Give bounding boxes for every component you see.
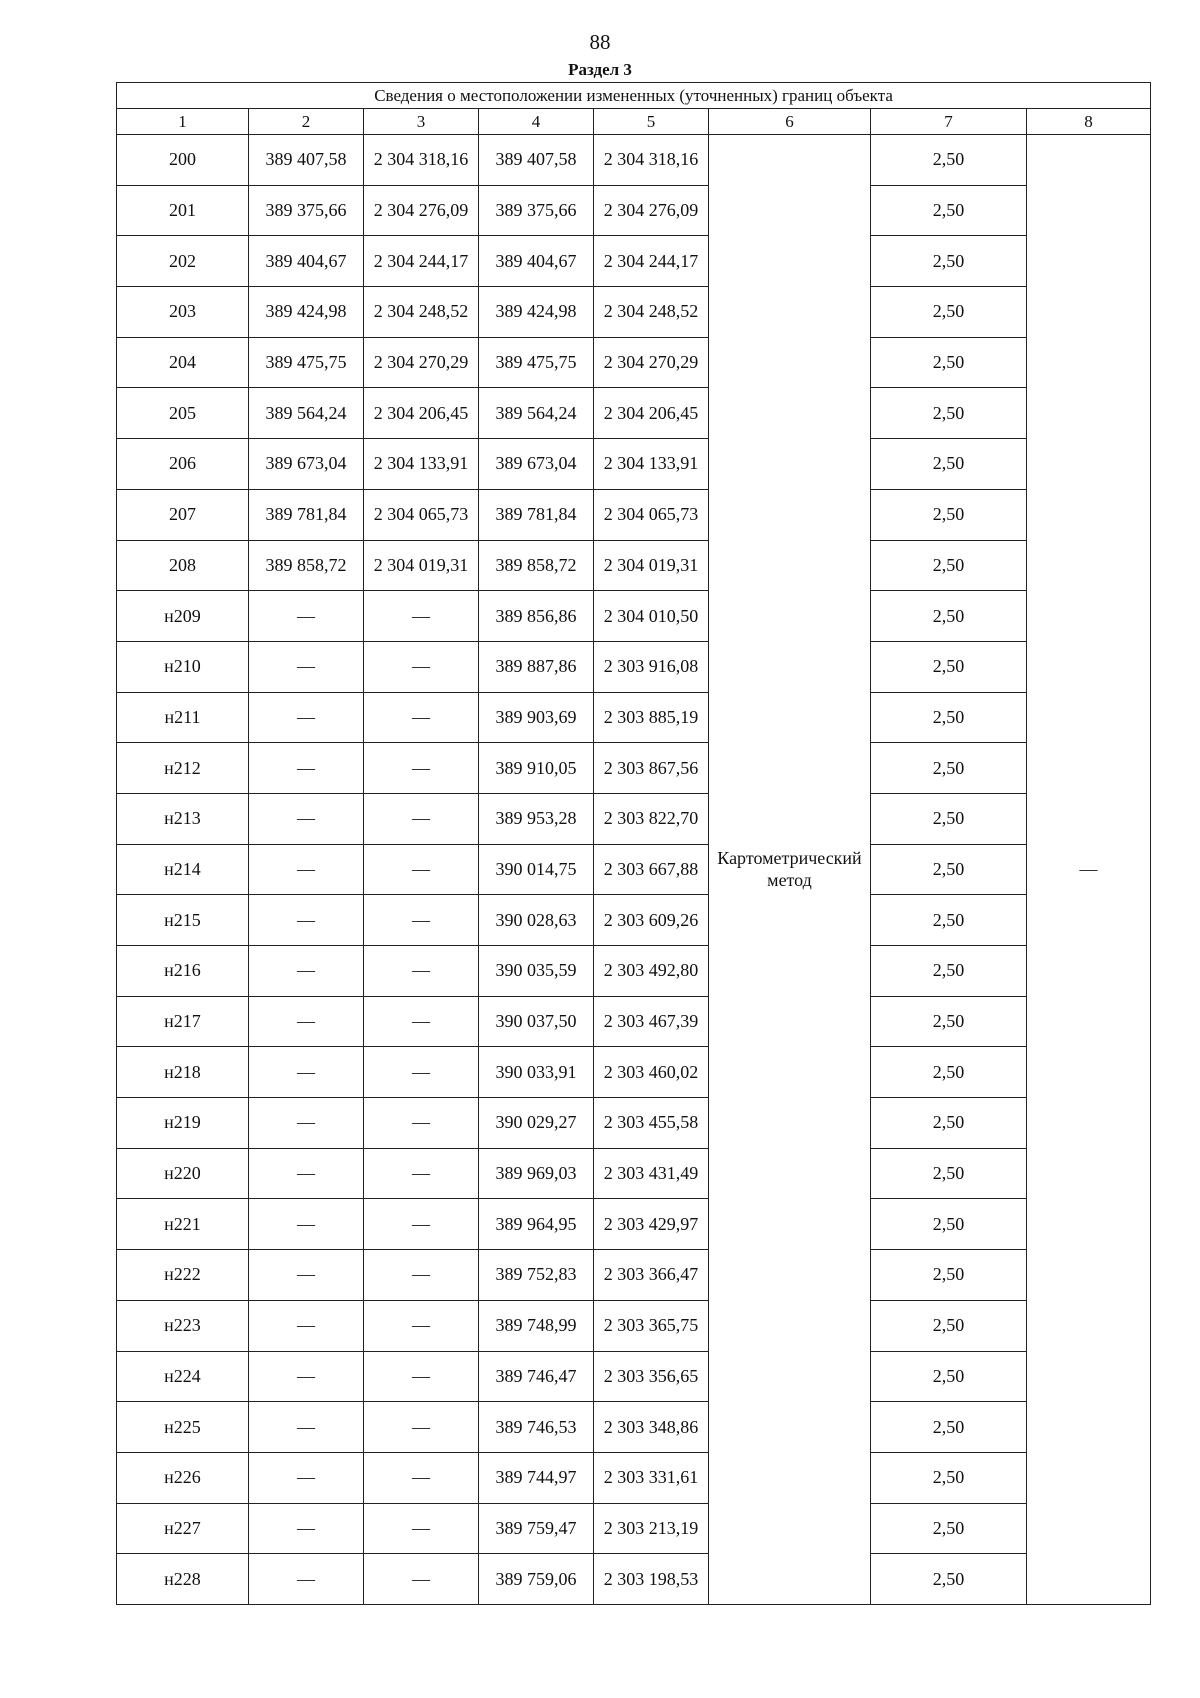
table-row bbox=[117, 1300, 1151, 1351]
accuracy-cell: 2,50 bbox=[871, 185, 1027, 236]
new-x-cell: 389 858,72 bbox=[479, 540, 594, 591]
accuracy-cell: 2,50 bbox=[871, 996, 1027, 1047]
old-y-cell: 2 304 244,17 bbox=[364, 236, 479, 287]
point-number-cell: н227 bbox=[117, 1503, 249, 1554]
old-x-cell: — bbox=[249, 793, 364, 844]
old-y-cell: — bbox=[364, 641, 479, 692]
point-number-cell: н216 bbox=[117, 946, 249, 997]
old-x-cell: — bbox=[249, 844, 364, 895]
column-number-row bbox=[117, 109, 1151, 135]
new-y-cell: 2 304 065,73 bbox=[594, 489, 709, 540]
table-row bbox=[117, 641, 1151, 692]
table-row bbox=[117, 439, 1151, 490]
old-x-cell: — bbox=[249, 591, 364, 642]
boundary-coordinates-table bbox=[116, 82, 1151, 1605]
point-number-cell: н209 bbox=[117, 591, 249, 642]
point-number-cell: н217 bbox=[117, 996, 249, 1047]
new-x-cell: 389 404,67 bbox=[479, 236, 594, 287]
table-row bbox=[117, 692, 1151, 743]
new-x-cell: 389 744,97 bbox=[479, 1452, 594, 1503]
point-number-cell: 200 bbox=[117, 135, 249, 186]
table-row bbox=[117, 236, 1151, 287]
table-row bbox=[117, 1554, 1151, 1605]
new-x-cell: 389 887,86 bbox=[479, 641, 594, 692]
point-number-cell: н226 bbox=[117, 1452, 249, 1503]
column-number: 2 bbox=[249, 109, 364, 135]
new-x-cell: 390 014,75 bbox=[479, 844, 594, 895]
old-x-cell: — bbox=[249, 1402, 364, 1453]
table-row bbox=[117, 489, 1151, 540]
new-x-cell: 389 856,86 bbox=[479, 591, 594, 642]
point-number-cell: н228 bbox=[117, 1554, 249, 1605]
new-x-cell: 390 029,27 bbox=[479, 1098, 594, 1149]
old-y-cell: 2 304 019,31 bbox=[364, 540, 479, 591]
column-number: 6 bbox=[709, 109, 871, 135]
new-x-cell: 390 033,91 bbox=[479, 1047, 594, 1098]
accuracy-cell: 2,50 bbox=[871, 1199, 1027, 1250]
point-number-cell: н223 bbox=[117, 1300, 249, 1351]
new-x-cell: 389 424,98 bbox=[479, 287, 594, 338]
table-row bbox=[117, 996, 1151, 1047]
point-number-cell: н219 bbox=[117, 1098, 249, 1149]
old-x-cell: — bbox=[249, 1199, 364, 1250]
old-x-cell: 389 781,84 bbox=[249, 489, 364, 540]
new-x-cell: 389 564,24 bbox=[479, 388, 594, 439]
new-y-cell: 2 303 366,47 bbox=[594, 1250, 709, 1301]
accuracy-cell: 2,50 bbox=[871, 1098, 1027, 1149]
column-number: 3 bbox=[364, 109, 479, 135]
new-y-cell: 2 304 010,50 bbox=[594, 591, 709, 642]
point-number-cell: 208 bbox=[117, 540, 249, 591]
new-y-cell: 2 303 213,19 bbox=[594, 1503, 709, 1554]
accuracy-cell: 2,50 bbox=[871, 743, 1027, 794]
table-row bbox=[117, 388, 1151, 439]
old-y-cell: — bbox=[364, 1351, 479, 1402]
new-x-cell: 389 475,75 bbox=[479, 337, 594, 388]
old-x-cell: 389 375,66 bbox=[249, 185, 364, 236]
old-y-cell: — bbox=[364, 1199, 479, 1250]
column-number: 4 bbox=[479, 109, 594, 135]
table-row bbox=[117, 1199, 1151, 1250]
old-y-cell: — bbox=[364, 1250, 479, 1301]
accuracy-cell: 2,50 bbox=[871, 591, 1027, 642]
old-y-cell: — bbox=[364, 692, 479, 743]
point-number-cell: н224 bbox=[117, 1351, 249, 1402]
accuracy-cell: 2,50 bbox=[871, 844, 1027, 895]
old-x-cell: — bbox=[249, 1452, 364, 1503]
new-y-cell: 2 303 348,86 bbox=[594, 1402, 709, 1453]
old-y-cell: 2 304 065,73 bbox=[364, 489, 479, 540]
new-y-cell: 2 303 867,56 bbox=[594, 743, 709, 794]
table-row bbox=[117, 1351, 1151, 1402]
accuracy-cell: 2,50 bbox=[871, 692, 1027, 743]
column-number: 1 bbox=[117, 109, 249, 135]
new-y-cell: 2 303 455,58 bbox=[594, 1098, 709, 1149]
new-x-cell: 389 759,06 bbox=[479, 1554, 594, 1605]
old-x-cell: 389 564,24 bbox=[249, 388, 364, 439]
accuracy-cell: 2,50 bbox=[871, 895, 1027, 946]
accuracy-cell: 2,50 bbox=[871, 1351, 1027, 1402]
new-x-cell: 389 375,66 bbox=[479, 185, 594, 236]
old-y-cell: 2 304 206,45 bbox=[364, 388, 479, 439]
table-row bbox=[117, 1047, 1151, 1098]
old-x-cell: 389 673,04 bbox=[249, 439, 364, 490]
accuracy-cell: 2,50 bbox=[871, 236, 1027, 287]
new-x-cell: 389 910,05 bbox=[479, 743, 594, 794]
old-x-cell: — bbox=[249, 1250, 364, 1301]
accuracy-cell: 2,50 bbox=[871, 1554, 1027, 1605]
new-y-cell: 2 304 270,29 bbox=[594, 337, 709, 388]
old-x-cell: — bbox=[249, 1300, 364, 1351]
new-x-cell: 389 407,58 bbox=[479, 135, 594, 186]
new-y-cell: 2 303 822,70 bbox=[594, 793, 709, 844]
new-x-cell: 389 673,04 bbox=[479, 439, 594, 490]
new-x-cell: 389 969,03 bbox=[479, 1148, 594, 1199]
point-number-cell: н214 bbox=[117, 844, 249, 895]
old-y-cell: — bbox=[364, 1503, 479, 1554]
old-x-cell: 389 424,98 bbox=[249, 287, 364, 338]
accuracy-cell: 2,50 bbox=[871, 540, 1027, 591]
accuracy-cell: 2,50 bbox=[871, 1148, 1027, 1199]
new-y-cell: 2 303 467,39 bbox=[594, 996, 709, 1047]
table-row bbox=[117, 185, 1151, 236]
new-y-cell: 2 303 885,19 bbox=[594, 692, 709, 743]
point-number-cell: 205 bbox=[117, 388, 249, 439]
new-x-cell: 389 752,83 bbox=[479, 1250, 594, 1301]
old-x-cell: — bbox=[249, 1554, 364, 1605]
accuracy-cell: 2,50 bbox=[871, 946, 1027, 997]
new-y-cell: 2 304 248,52 bbox=[594, 287, 709, 338]
old-y-cell: — bbox=[364, 591, 479, 642]
accuracy-cell: 2,50 bbox=[871, 489, 1027, 540]
point-number-cell: 202 bbox=[117, 236, 249, 287]
old-y-cell: 2 304 318,16 bbox=[364, 135, 479, 186]
point-number-cell: н215 bbox=[117, 895, 249, 946]
new-y-cell: 2 303 667,88 bbox=[594, 844, 709, 895]
column-number: 8 bbox=[1027, 109, 1151, 135]
new-x-cell: 390 037,50 bbox=[479, 996, 594, 1047]
old-x-cell: — bbox=[249, 895, 364, 946]
accuracy-cell: 2,50 bbox=[871, 1300, 1027, 1351]
accuracy-cell: 2,50 bbox=[871, 1250, 1027, 1301]
old-y-cell: — bbox=[364, 946, 479, 997]
table-row bbox=[117, 1452, 1151, 1503]
old-y-cell: 2 304 270,29 bbox=[364, 337, 479, 388]
new-y-cell: 2 304 019,31 bbox=[594, 540, 709, 591]
old-y-cell: 2 304 133,91 bbox=[364, 439, 479, 490]
new-x-cell: 389 964,95 bbox=[479, 1199, 594, 1250]
point-number-cell: н218 bbox=[117, 1047, 249, 1098]
old-y-cell: — bbox=[364, 1402, 479, 1453]
new-y-cell: 2 303 365,75 bbox=[594, 1300, 709, 1351]
old-x-cell: — bbox=[249, 692, 364, 743]
point-number-cell: 206 bbox=[117, 439, 249, 490]
old-x-cell: — bbox=[249, 1503, 364, 1554]
accuracy-cell: 2,50 bbox=[871, 135, 1027, 186]
old-y-cell: — bbox=[364, 996, 479, 1047]
old-x-cell: — bbox=[249, 1351, 364, 1402]
point-number-cell: н210 bbox=[117, 641, 249, 692]
new-y-cell: 2 304 244,17 bbox=[594, 236, 709, 287]
table-row bbox=[117, 135, 1151, 186]
new-y-cell: 2 304 276,09 bbox=[594, 185, 709, 236]
new-y-cell: 2 304 206,45 bbox=[594, 388, 709, 439]
table-row bbox=[117, 1148, 1151, 1199]
old-x-cell: — bbox=[249, 1148, 364, 1199]
point-number-cell: 204 bbox=[117, 337, 249, 388]
old-y-cell: 2 304 276,09 bbox=[364, 185, 479, 236]
accuracy-cell: 2,50 bbox=[871, 337, 1027, 388]
new-y-cell: 2 303 916,08 bbox=[594, 641, 709, 692]
old-x-cell: — bbox=[249, 1047, 364, 1098]
table-row bbox=[117, 1402, 1151, 1453]
point-number-cell: н225 bbox=[117, 1402, 249, 1453]
accuracy-cell: 2,50 bbox=[871, 1047, 1027, 1098]
accuracy-cell: 2,50 bbox=[871, 1402, 1027, 1453]
point-number-cell: 203 bbox=[117, 287, 249, 338]
new-x-cell: 389 953,28 bbox=[479, 793, 594, 844]
accuracy-cell: 2,50 bbox=[871, 641, 1027, 692]
old-x-cell: — bbox=[249, 1098, 364, 1149]
column-number: 5 bbox=[594, 109, 709, 135]
accuracy-cell: 2,50 bbox=[871, 793, 1027, 844]
old-y-cell: 2 304 248,52 bbox=[364, 287, 479, 338]
old-x-cell: 389 475,75 bbox=[249, 337, 364, 388]
accuracy-cell: 2,50 bbox=[871, 287, 1027, 338]
point-number-cell: н213 bbox=[117, 793, 249, 844]
table-row bbox=[117, 793, 1151, 844]
new-y-cell: 2 303 492,80 bbox=[594, 946, 709, 997]
new-x-cell: 389 781,84 bbox=[479, 489, 594, 540]
new-y-cell: 2 303 429,97 bbox=[594, 1199, 709, 1250]
new-y-cell: 2 303 431,49 bbox=[594, 1148, 709, 1199]
new-y-cell: 2 304 318,16 bbox=[594, 135, 709, 186]
old-y-cell: — bbox=[364, 1148, 479, 1199]
table-row bbox=[117, 287, 1151, 338]
old-y-cell: — bbox=[364, 1300, 479, 1351]
old-y-cell: — bbox=[364, 793, 479, 844]
new-x-cell: 389 748,99 bbox=[479, 1300, 594, 1351]
point-number-cell: н221 bbox=[117, 1199, 249, 1250]
table-row bbox=[117, 1098, 1151, 1149]
table-row bbox=[117, 895, 1151, 946]
point-number-cell: 201 bbox=[117, 185, 249, 236]
point-number-cell: н212 bbox=[117, 743, 249, 794]
point-number-cell: 207 bbox=[117, 489, 249, 540]
table-caption: Сведения о местоположении измененных (уточненных) границ объекта bbox=[117, 83, 1151, 109]
new-x-cell: 389 746,53 bbox=[479, 1402, 594, 1453]
new-x-cell: 389 903,69 bbox=[479, 692, 594, 743]
point-number-cell: н220 bbox=[117, 1148, 249, 1199]
new-y-cell: 2 303 331,61 bbox=[594, 1452, 709, 1503]
new-y-cell: 2 303 460,02 bbox=[594, 1047, 709, 1098]
table-row bbox=[117, 844, 1151, 895]
accuracy-cell: 2,50 bbox=[871, 388, 1027, 439]
table-body bbox=[117, 135, 1151, 1605]
old-x-cell: — bbox=[249, 743, 364, 794]
point-number-cell: н211 bbox=[117, 692, 249, 743]
old-x-cell: 389 858,72 bbox=[249, 540, 364, 591]
old-y-cell: — bbox=[364, 743, 479, 794]
table-row bbox=[117, 337, 1151, 388]
new-y-cell: 2 303 609,26 bbox=[594, 895, 709, 946]
old-y-cell: — bbox=[364, 1098, 479, 1149]
new-x-cell: 390 028,63 bbox=[479, 895, 594, 946]
new-y-cell: 2 304 133,91 bbox=[594, 439, 709, 490]
page-number: 88 bbox=[589, 30, 611, 54]
table-row bbox=[117, 1503, 1151, 1554]
table-row bbox=[117, 1250, 1151, 1301]
old-x-cell: — bbox=[249, 996, 364, 1047]
table-row bbox=[117, 591, 1151, 642]
column-number: 7 bbox=[871, 109, 1027, 135]
section-title: Раздел 3 bbox=[568, 60, 632, 79]
new-x-cell: 390 035,59 bbox=[479, 946, 594, 997]
table-row bbox=[117, 743, 1151, 794]
new-x-cell: 389 746,47 bbox=[479, 1351, 594, 1402]
new-y-cell: 2 303 356,65 bbox=[594, 1351, 709, 1402]
accuracy-cell: 2,50 bbox=[871, 1452, 1027, 1503]
accuracy-cell: 2,50 bbox=[871, 1503, 1027, 1554]
new-x-cell: 389 759,47 bbox=[479, 1503, 594, 1554]
old-y-cell: — bbox=[364, 895, 479, 946]
old-x-cell: 389 404,67 bbox=[249, 236, 364, 287]
old-y-cell: — bbox=[364, 1554, 479, 1605]
old-y-cell: — bbox=[364, 1047, 479, 1098]
old-y-cell: — bbox=[364, 1452, 479, 1503]
table-row bbox=[117, 946, 1151, 997]
point-number-cell: н222 bbox=[117, 1250, 249, 1301]
table-row bbox=[117, 540, 1151, 591]
new-y-cell: 2 303 198,53 bbox=[594, 1554, 709, 1605]
accuracy-cell: 2,50 bbox=[871, 439, 1027, 490]
old-x-cell: — bbox=[249, 641, 364, 692]
old-x-cell: 389 407,58 bbox=[249, 135, 364, 186]
method-cell: Картометрический метод bbox=[709, 135, 871, 1605]
column8-cell: — bbox=[1027, 135, 1151, 1605]
old-x-cell: — bbox=[249, 946, 364, 997]
old-y-cell: — bbox=[364, 844, 479, 895]
